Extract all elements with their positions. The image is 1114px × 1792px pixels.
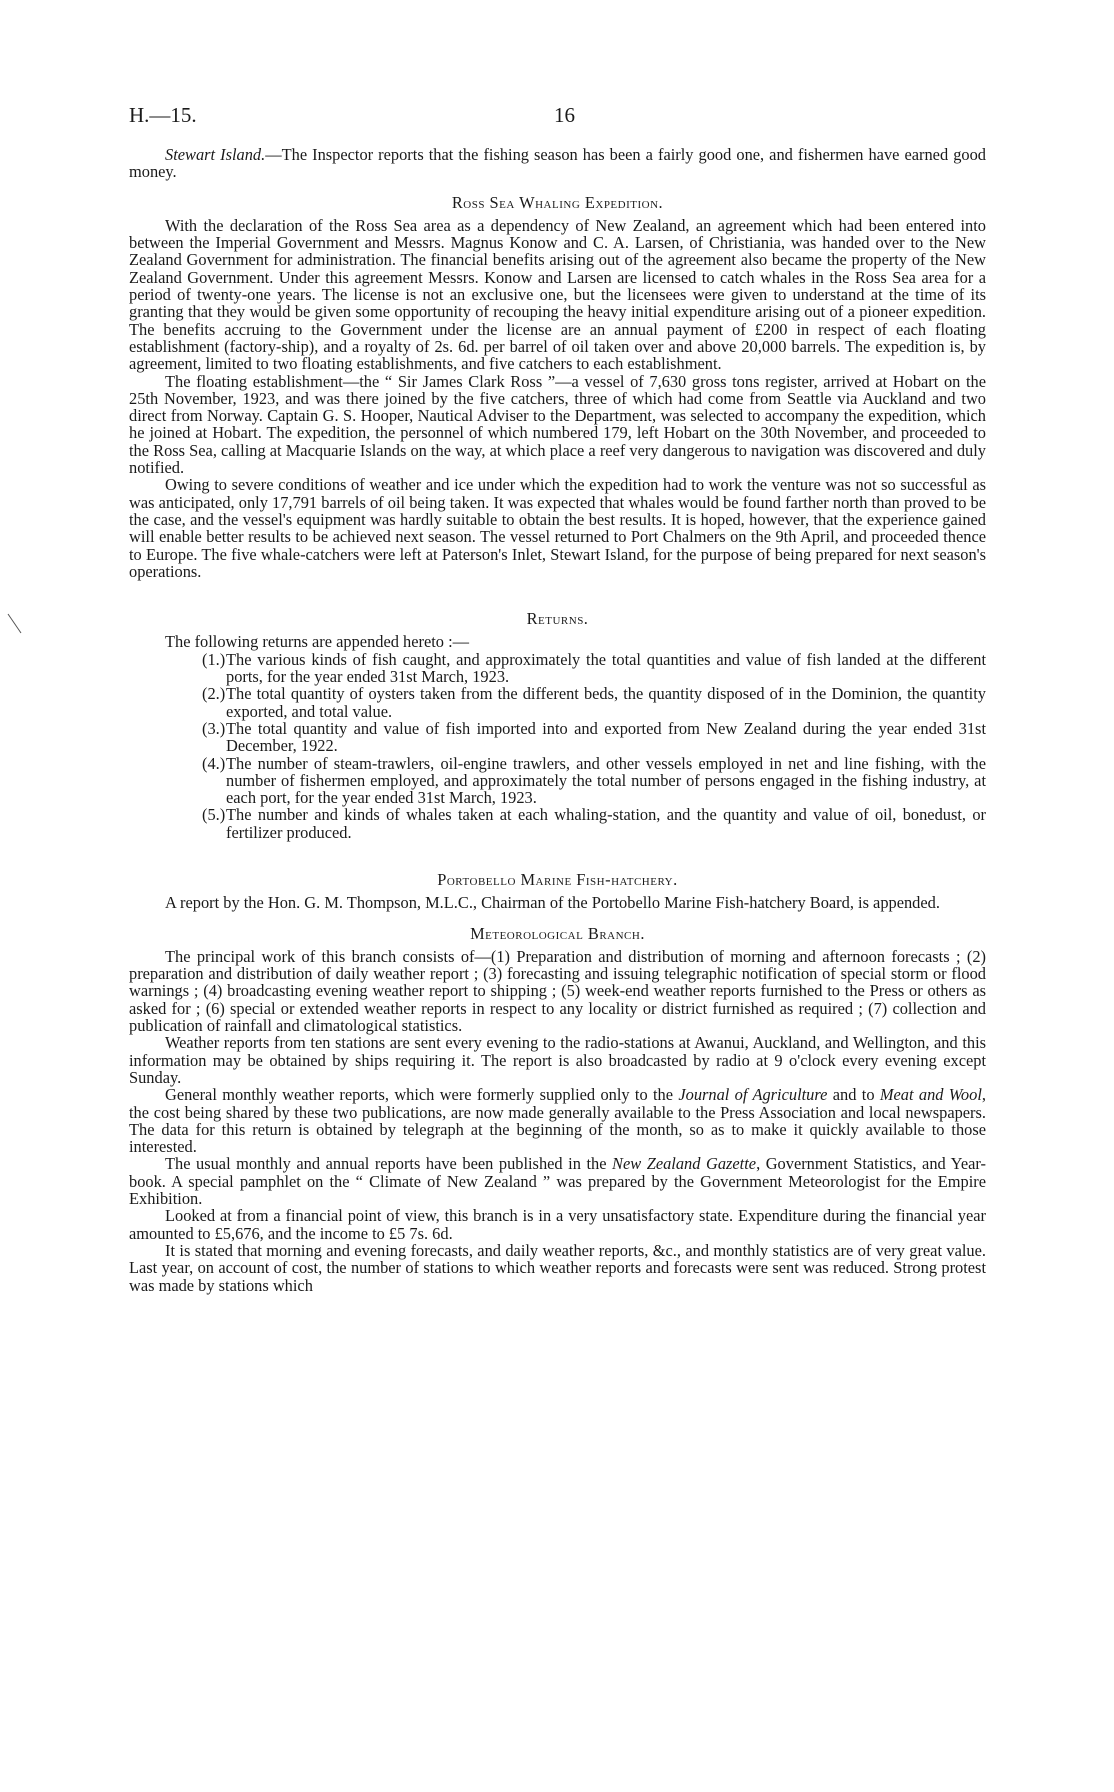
text-run: , Government Statistics, and Year-book. A special pamphlet on the “ Climate of New Zealand ” was prepared by the Government Meteorologist for the Empire Exhibition. xyxy=(129,1154,986,1209)
returns-item-text: The total quantity of oysters taken from the different beds, the quantity disposed of in the Dominion, the quantity exported, and total value. xyxy=(226,684,986,721)
returns-item xyxy=(129,806,986,841)
gazette-title: New Zealand Gazette xyxy=(612,1154,757,1174)
returns-item xyxy=(129,651,986,686)
returns-list xyxy=(129,651,986,841)
meteorological-paragraph: Looked at from a financial point of view, this branch is in a very unsatisfactory state. Expenditure during the financial year amounted to £5,676, and the income to £5 7s. 6d. xyxy=(129,1206,986,1243)
ross-sea-paragraph: Owing to severe conditions of weather and ice under which the expedition had to work the venture was not so successful as was anticipated, only 17,791 barrels of oil being taken. It was expected that whales would be found farther north than proved to be the case, and the vessel's equipment was hardly suitable to obtain the best results. It is hoped, however, that the experience gained will enable better results to be achieved next season. The vessel returned to Port Chalmers on the 9th April, and proceeded thence to Europe. The five whale-catchers were left at Paterson's Inlet, Stewart Island, for the purpose of being prepared for next season's operations. xyxy=(129,475,986,581)
margin-mark xyxy=(6,612,24,636)
text-run: and to xyxy=(827,1085,880,1105)
stewart-island-lead: Stewart Island. xyxy=(165,145,266,164)
document-reference: H.—15. xyxy=(129,103,197,127)
returns-item-index: (3.) xyxy=(202,718,226,738)
returns-heading: Returns. xyxy=(526,609,589,629)
returns-item-index: (4.) xyxy=(202,753,226,773)
ross-sea-paragraph: With the declaration of the Ross Sea area as a dependency of New Zealand, an agreement which had been entered into between the Imperial Government and Messrs. Magnus Konow and C. A. Larsen, of Christiania, was handed over to the New Zealand Government for administration. The financial benefits arising out of the agreement also became the property of the New Zealand Government. Under this agreement Messrs. Konow and Larsen are licensed to catch whales in the Ross Sea area for a period of twenty-one years. The license is not an exclusive one, but the licensees were given to understand at the time of its granting that they would be given some opportunity of recouping the heavy initial expenditure arising out of a pioneer expedition. The benefits accruing to the Government under the license are an annual payment of £200 in respect of each floating establishment (factory-ship), and a royalty of 2s. 6d. per barrel of oil taken over and above 20,000 barrels. The expedition is, by agreement, limited to two floating establishments, and five catchers to each establishment. xyxy=(129,215,986,374)
document-body xyxy=(129,100,986,1294)
ross-sea-paragraph: The floating establishment—the “ Sir James Clark Ross ”—a vessel of 7,630 gross tons register, arrived at Hobart on the 25th November, 1923, and was there joined by the five catchers, three of which had come from Seattle via Auckland and two direct from Norway. Captain G. S. Hooper, Nautical Adviser to the Department, was selected to accompany the expedition, which he joined at Hobart. The expedition, the personnel of which numbered 179, left Hobart on the 30th November, and proceeded to the Ross Sea, calling at Macquarie Islands on the way, at which place a reef very dangerous to navigation was discovered and duly notified. xyxy=(129,371,986,478)
returns-item xyxy=(129,685,986,720)
returns-intro: The following returns are appended hereto :— xyxy=(165,632,470,652)
returns-item-text: The various kinds of fish caught, and approximately the total quantities and value of fish landed at the different ports, for the year ended 31st March, 1923. xyxy=(226,649,986,687)
meteorological-paragraph: Weather reports from ten stations are sent every evening to the radio-stations at Awanui, Auckland, and Wellington, and this information may be obtained by ships requiring it. The report is also broadcasted by radio at 9 o'clock every evening except Sunday. xyxy=(129,1033,986,1087)
returns-item xyxy=(129,720,986,755)
returns-item-index: (2.) xyxy=(202,684,226,704)
publication-title: Meat and Wool xyxy=(879,1085,982,1105)
text-run: General monthly weather reports, which were formerly supplied only to the xyxy=(165,1085,679,1105)
returns-item-text: The number and kinds of whales taken at each whaling-station, and the quantity and value of oil, bonedust, or fertilizer produced. xyxy=(226,805,986,842)
ross-sea-heading: Ross Sea Whaling Expedition. xyxy=(451,192,664,212)
returns-item-index: (5.) xyxy=(202,805,226,825)
returns-item-text: The total quantity and value of fish imported into and exported from New Zealand during the year ended 31st December, 1922. xyxy=(226,718,986,756)
meteorological-paragraph xyxy=(129,1155,986,1207)
portobello-heading: Portobello Marine Fish-hatchery. xyxy=(437,869,678,889)
text-run: , the cost being shared by these two publications, are now made generally available to the Press Association and local newspapers. The data for this return is obtained by telegraph at the beginning of the month, so as to make it quickly available to those interested. xyxy=(129,1085,986,1157)
returns-item-text: The number of steam-trawlers, oil-engine trawlers, and other vessels employed in net and line fishing, with the number of fishermen employed, and approximately the total number of persons engaged in the fishing industry, at each port, for the year ended 31st March, 1923. xyxy=(226,753,986,808)
meteorological-paragraph: The principal work of this branch consists of—(1) Preparation and distribution of morning and afternoon forecasts ; (2) preparation and distribution of daily weather report ; (3) forecasting and issuing telegraphic notification of special storm or flood warnings ; (4) broadcasting evening weather report to shipping ; (5) week-end weather reports furnished to the Press or others as asked for ; (6) special or extended weather reports in respect to any locality or district furnished as required ; (7) collection and publication of rainfall and climatological statistics. xyxy=(129,946,986,1036)
portobello-paragraph: A report by the Hon. G. M. Thompson, M.L.C., Chairman of the Portobello Marine Fish-hatchery Board, is appended. xyxy=(165,893,940,913)
stewart-island-paragraph xyxy=(129,146,986,181)
page-number: 16 xyxy=(554,103,575,127)
stewart-island-text: —The Inspector reports that the fishing season has been a fairly good one, and fishermen have earned good money. xyxy=(129,145,986,182)
meteorological-paragraph: It is stated that morning and evening forecasts, and daily weather reports, &c., and monthly statistics are of very great value. Last year, on account of cost, the number of stations to which weather reports and forecasts were sent was reduced. Strong protest was made by stations which xyxy=(129,1240,986,1295)
meteorological-paragraph xyxy=(129,1086,986,1155)
journal-title: Journal of Agriculture xyxy=(678,1085,828,1105)
text-run: The usual monthly and annual reports have been published in the xyxy=(165,1154,613,1174)
meteorological-heading: Meteorological Branch. xyxy=(470,923,645,943)
returns-item xyxy=(129,755,986,807)
returns-item-index: (1.) xyxy=(202,649,226,669)
